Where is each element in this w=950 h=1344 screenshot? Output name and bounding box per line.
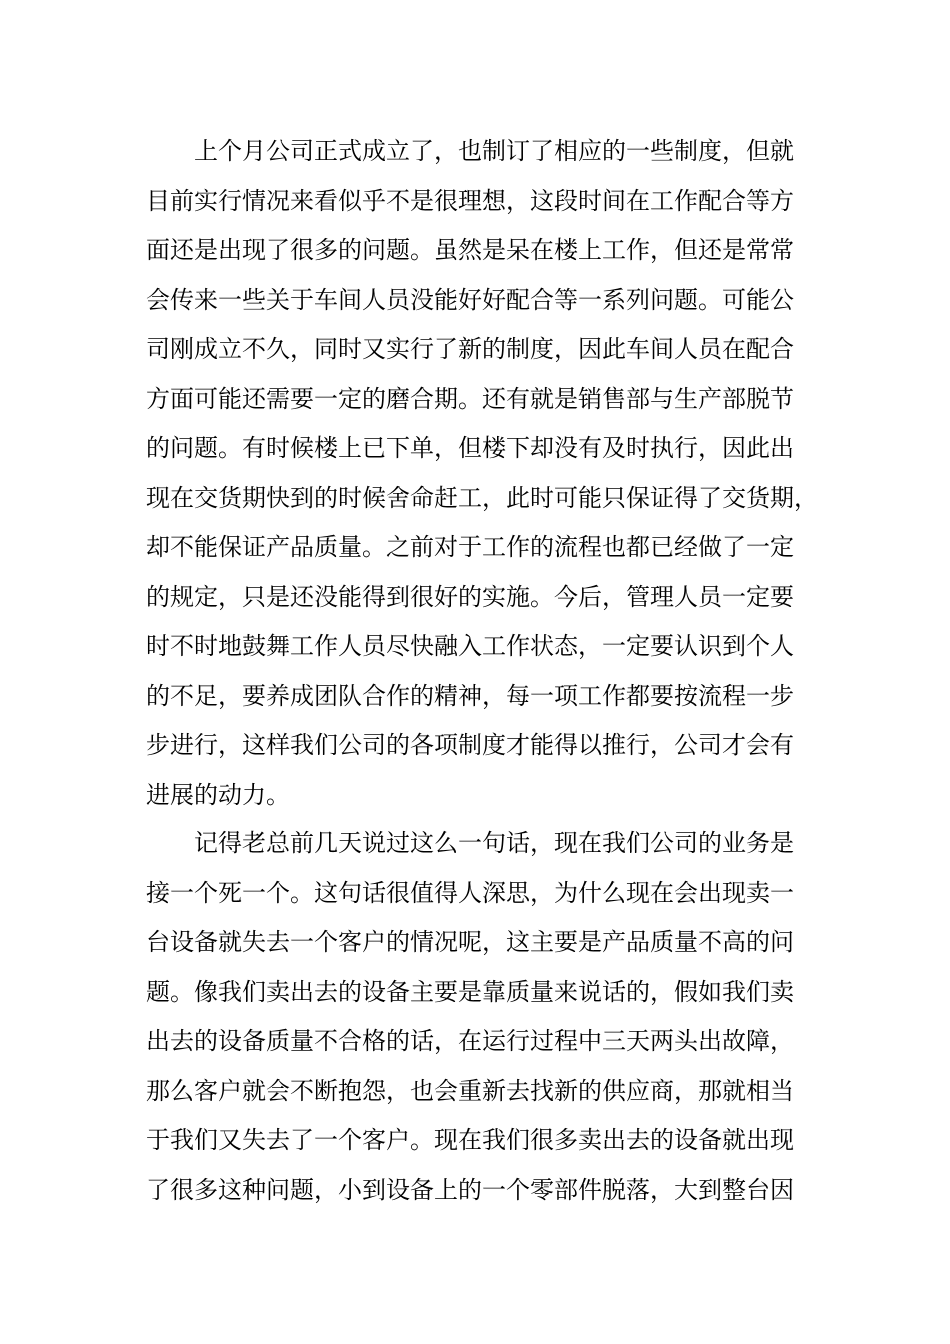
paragraph-2 <box>146 819 794 1215</box>
paragraph-1-line-5: 司刚成立不久，同时又实行了新的制度，因此车间人员在配合 <box>146 335 794 363</box>
paragraph-1-line-1: 上个月公司正式成立了，也制订了相应的一些制度，但就 <box>194 137 794 165</box>
paragraph-2-line-6: 那么客户就会不断抱怨，也会重新去找新的供应商，那就相当 <box>146 1076 794 1105</box>
paragraph-2-line-5: 出去的设备质量不合格的话，在运行过程中三天两头出故障， <box>146 1027 794 1055</box>
paragraph-1-line-11: 时不时地鼓舞工作人员尽快融入工作状态，一定要认识到个人 <box>146 632 794 660</box>
paragraph-1-line-2: 目前实行情况来看似乎不是很理想，这段时间在工作配合等方 <box>146 186 794 215</box>
paragraph-1-line-6: 方面可能还需要一定的磨合期。还有就是销售部与生产部脱节 <box>146 384 794 413</box>
paragraph-1 <box>146 127 818 820</box>
paragraph-1-line-10: 的规定，只是还没能得到很好的实施。今后，管理人员一定要 <box>146 582 794 611</box>
paragraph-1-line-3: 面还是出现了很多的问题。虽然是呆在楼上工作，但还是常常 <box>146 236 794 264</box>
paragraph-1-line-13: 步进行，这样我们公司的各项制度才能得以推行，公司才会有 <box>146 731 794 759</box>
paragraph-1-line-9: 却不能保证产品质量。之前对于工作的流程也都已经做了一定 <box>146 533 794 561</box>
paragraph-1-line-14: 进展的动力。 <box>146 780 290 809</box>
paragraph-1-line-4: 会传来一些关于车间人员没能好好配合等一系列问题。可能公 <box>146 285 794 314</box>
paragraph-1-line-8: 现在交货期快到的时候舍命赶工，此时可能只保证得了交货期， <box>146 483 818 512</box>
paragraph-1-line-7: 的问题。有时候楼上已下单，但楼下却没有及时执行，因此出 <box>146 434 794 462</box>
paragraph-2-line-4: 题。像我们卖出去的设备主要是靠质量来说话的，假如我们卖 <box>146 977 794 1006</box>
paragraph-2-line-8: 了很多这种问题，小到设备上的一个零部件脱落，大到整台因 <box>146 1175 794 1204</box>
paragraph-2-line-3: 台设备就失去一个客户的情况呢，这主要是产品质量不高的问 <box>146 928 794 956</box>
paragraph-1-line-12: 的不足，要养成团队合作的精神，每一项工作都要按流程一步 <box>146 681 794 710</box>
paragraph-2-line-7: 于我们又失去了一个客户。现在我们很多卖出去的设备就出现 <box>146 1126 794 1154</box>
paragraph-2-line-2: 接一个死一个。这句话很值得人深思，为什么现在会出现卖一 <box>146 878 794 907</box>
paragraph-2-line-1: 记得老总前几天说过这么一句话，现在我们公司的业务是 <box>194 829 794 857</box>
